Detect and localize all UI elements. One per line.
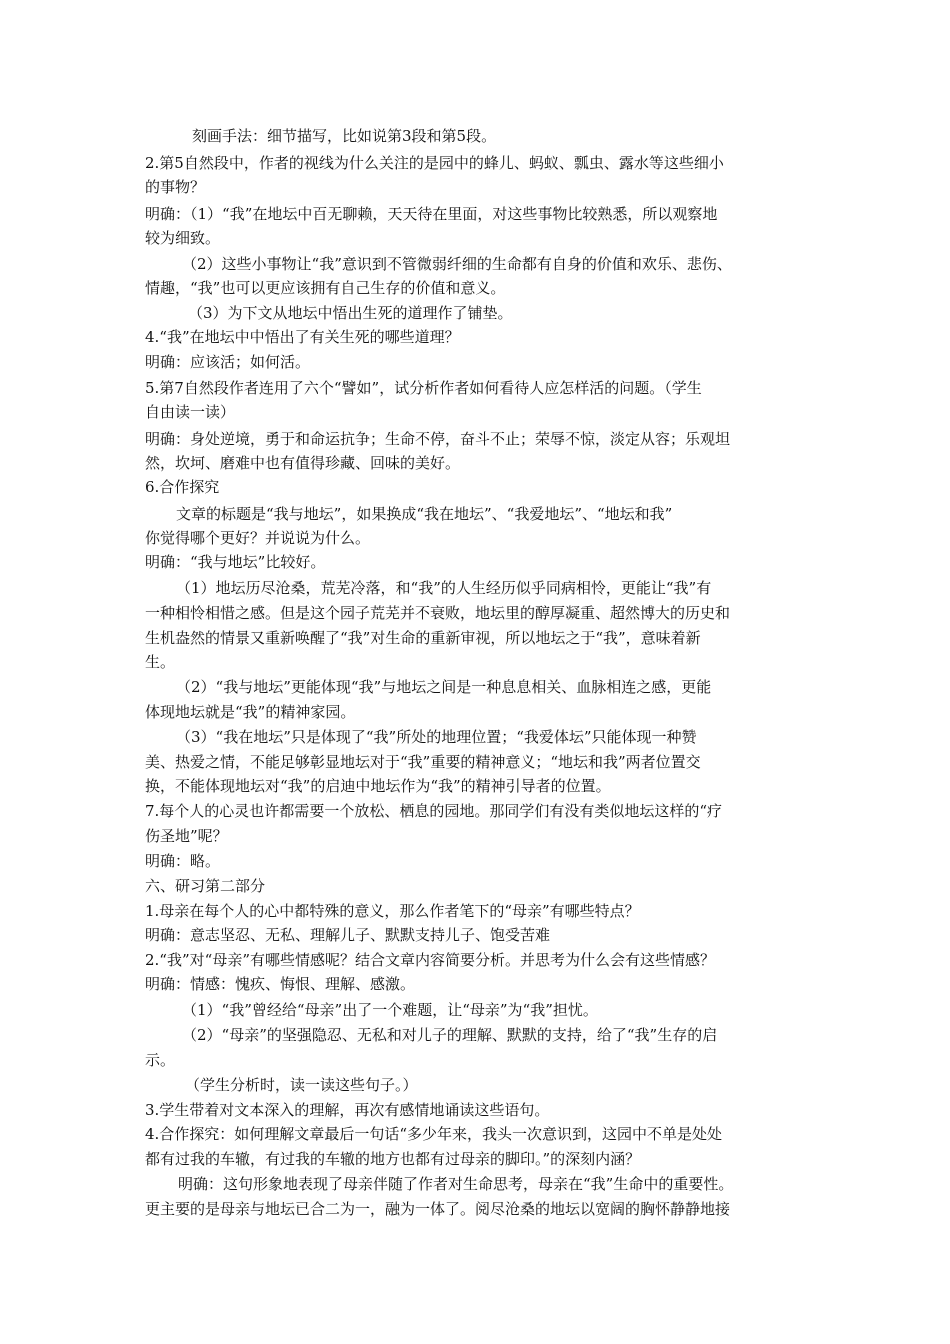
text-line: 1.母亲在每个人的心中都特殊的意义，那么作者笔下的“母亲”有哪些特点？ <box>145 902 640 920</box>
section-heading: 六、研习第二部分 <box>145 877 266 895</box>
text-line: 情趣，“我”也可以更应该拥有自己生存的价值和意义。 <box>145 279 506 297</box>
text-line: 2.第5自然段中，作者的视线为什么关注的是园中的蜂儿、蚂蚁、瓢虫、露水等这些细小 <box>145 154 724 172</box>
text-line: 明确：应该活；如何活。 <box>145 353 311 371</box>
text-line: 美、热爱之情，不能足够彰显地坛对于“我”重要的精神意义；“地坛和我”两者位置交 <box>145 753 701 771</box>
text-line: （1）“我”曾经给“母亲”出了一个难题，让“母亲”为“我”担忧。 <box>182 1001 598 1019</box>
text-line: 4.合作探究：如何理解文章最后一句话“多少年来，我头一次意识到，这园中不单是处处 <box>145 1125 722 1143</box>
text-line: 明确：“我与地坛”比较好。 <box>145 553 326 571</box>
text-line: 自由读一读） <box>145 403 236 421</box>
text-line: （3）“我在地坛”只是体现了“我”所处的地理位置；“我爱体坛”只能体现一种赞 <box>176 728 697 746</box>
text-line: 明确：身处逆境，勇于和命运抗争；生命不停，奋斗不止；荣辱不惊，淡定从容；乐观坦 <box>145 430 731 448</box>
text-line: 5.第7自然段作者连用了六个“譬如”，试分析作者如何看待人应怎样活的问题。（学生 <box>145 379 702 397</box>
text-line: 明确：意志坚忍、无私、理解儿子、默默支持儿子、饱受苦难 <box>145 926 551 944</box>
text-line: 明确：（1）“我”在地坛中百无聊赖，天天待在里面，对这些事物比较熟悉，所以观察地 <box>145 205 718 223</box>
text-line: 然，坎坷、磨难中也有值得珍藏、回味的美好。 <box>145 454 461 472</box>
text-line: 的事物？ <box>145 178 206 196</box>
text-line: 更主要的是母亲与地坛已合二为一，融为一体了。阅尽沧桑的地坛以宽阔的胸怀静静地接 <box>145 1200 731 1218</box>
text-line: 明确：略。 <box>145 852 221 870</box>
text-line: （2）这些小事物让“我”意识到不管微弱纤细的生命都有自身的价值和欢乐、悲伤、 <box>182 255 732 273</box>
text-line: 较为细致。 <box>145 229 221 247</box>
text-line: 3.学生带着对文本深入的理解，再次有感情地诵读这些语句。 <box>145 1101 550 1119</box>
text-line: （2）“我与地坛”更能体现“我”与地坛之间是一种息息相关、血脉相连之感，更能 <box>176 678 712 696</box>
text-line: 你觉得哪个更好？并说说为什么。 <box>145 529 371 547</box>
text-line: （2）“母亲”的坚强隐忍、无私和对儿子的理解、默默的支持，给了“我”生存的启 <box>182 1026 718 1044</box>
text-line: 7.每个人的心灵也许都需要一个放松、栖息的园地。那同学们有没有类似地坛这样的“疗 <box>145 802 722 820</box>
text-line: 换，不能体现地坛对“我”的启迪中地坛作为“我”的精神引导者的位置。 <box>145 777 611 795</box>
text-line: （学生分析时，读一读这些句子。） <box>185 1076 418 1094</box>
text-line: 都有过我的车辙，有过我的车辙的地方也都有过母亲的脚印。”的深刻内涵？ <box>145 1150 641 1168</box>
text-line: 刻画手法：细节描写，比如说第3段和第5段。 <box>192 127 497 145</box>
text-line: 一种相怜相惜之感。但是这个园子荒芜并不衰败，地坛里的醇厚凝重、超然博大的历史和 <box>145 604 731 622</box>
text-line: 文章的标题是“我与地坛”，如果换成“我在地坛”、“我爱地坛”、“地坛和我” <box>176 505 673 523</box>
text-line: 体现地坛就是“我”的精神家园。 <box>145 703 356 721</box>
text-line: 4.“我”在地坛中中悟出了有关生死的哪些道理？ <box>145 328 460 346</box>
text-line: 明确：情感：愧疚、悔恨、理解、感激。 <box>145 975 416 993</box>
text-line: 明确：这句形象地表现了母亲伴随了作者对生命思考，母亲在“我”生命中的重要性。 <box>178 1175 734 1193</box>
text-line: 伤圣地”呢？ <box>145 827 228 845</box>
section-heading: 6.合作探究 <box>145 478 220 496</box>
text-line: （1）地坛历尽沧桑，荒芜冷落，和“我”的人生经历似乎同病相怜，更能让“我”有 <box>176 579 712 597</box>
text-line: （3）为下文从地坛中悟出生死的道理作了铺垫。 <box>188 304 513 322</box>
text-line: 生机盎然的情景又重新唤醒了“我”对生命的重新审视，所以地坛之于“我”，意味着新 <box>145 629 701 647</box>
text-line: 2.“我”对“母亲”有哪些情感呢？结合文章内容简要分析。并思考为什么会有这些情感？ <box>145 951 715 969</box>
text-line: 生。 <box>145 653 176 671</box>
text-line: 示。 <box>145 1051 176 1069</box>
